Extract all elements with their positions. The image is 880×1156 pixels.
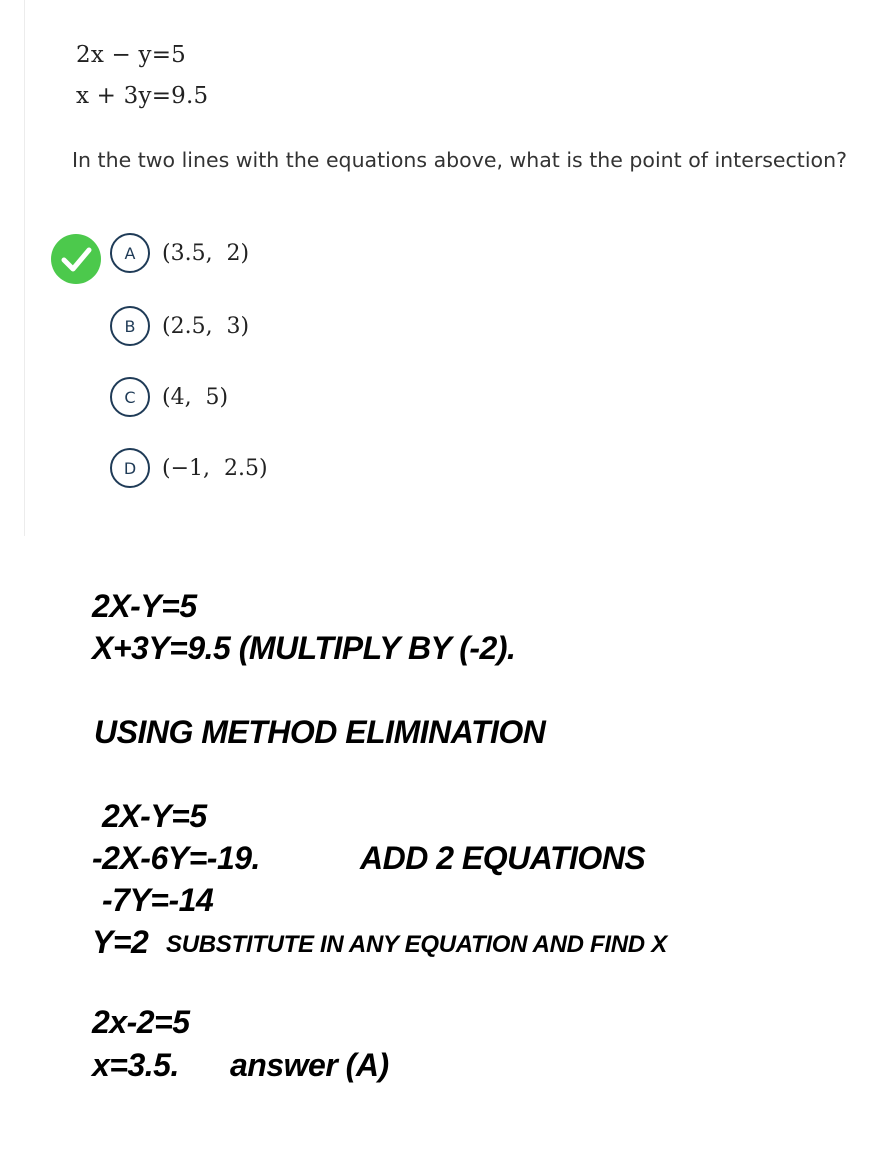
solution-step-1: 2X-Y=5 xyxy=(102,798,207,834)
question-prompt: In the two lines with the equations above, what is the point of intersection? xyxy=(72,148,847,172)
question-panel xyxy=(0,0,880,536)
choice-value-b: (2.5, 3) xyxy=(162,313,250,339)
answer-choice-a[interactable] xyxy=(110,231,249,275)
equation-1: 2x − y=5 xyxy=(76,42,186,68)
equation-2: x + 3y=9.5 xyxy=(76,83,209,109)
answer-choice-d[interactable] xyxy=(110,446,268,490)
choice-value-d: (−1, 2.5) xyxy=(162,455,268,481)
panel-divider xyxy=(24,0,25,536)
answer-choice-c[interactable] xyxy=(110,375,228,419)
choice-letter-d: D xyxy=(110,448,150,488)
answer-choice-b[interactable] xyxy=(110,304,249,348)
solution-equation-1: 2X-Y=5 xyxy=(92,588,197,624)
choice-letter-c: C xyxy=(110,377,150,417)
choice-letter-b: B xyxy=(110,306,150,346)
solution-result-y-note: SUBSTITUTE IN ANY EQUATION AND FIND X xyxy=(166,931,667,958)
solution-equation-2: X+3Y=9.5 (MULTIPLY BY (-2). xyxy=(92,630,516,666)
correct-check-icon xyxy=(50,233,102,285)
solution-answer: answer (A) xyxy=(230,1047,389,1083)
solution-step-2-note: ADD 2 EQUATIONS xyxy=(360,840,646,876)
solution-step-2: -2X-6Y=-19. xyxy=(92,840,260,876)
choice-letter-a: A xyxy=(110,233,150,273)
solution-result-y: Y=2 xyxy=(92,924,149,960)
solution-step-3: -7Y=-14 xyxy=(102,882,214,918)
solution-method: USING METHOD ELIMINATION xyxy=(94,714,546,750)
choice-value-a: (3.5, 2) xyxy=(162,240,250,266)
choice-value-c: (4, 5) xyxy=(162,384,229,410)
solution-substitute-1: 2x-2=5 xyxy=(92,1004,190,1040)
solution-substitute-2: x=3.5. xyxy=(92,1047,179,1083)
handwritten-solution xyxy=(0,560,880,1120)
